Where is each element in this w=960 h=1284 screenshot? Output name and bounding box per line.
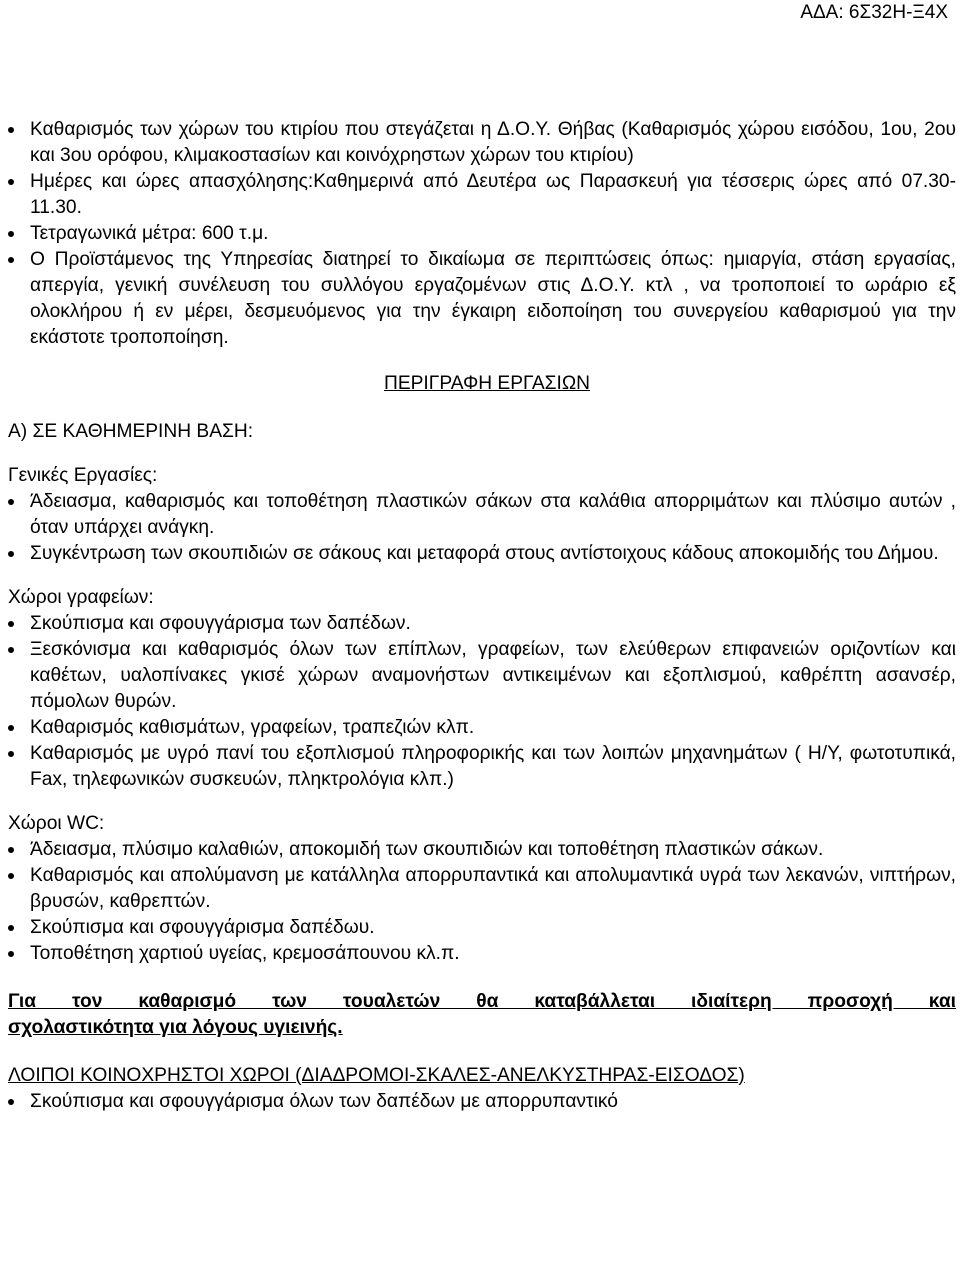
list-item: Καθαρισμός και απολύμανση με κατάλληλα απορρυπαντικά και απολυμαντικά υγρά των λεκανών, νιπτήρων, βρυσών, καθρεπτών. [8, 863, 956, 915]
hygiene-notice [8, 989, 956, 1041]
list-item: Σκούπισμα και σφουγγάρισμα των δαπέδων. [8, 611, 956, 637]
daily-basis-heading: Α) ΣΕ ΚΑΘΗΜΕΡΙΝΗ ΒΑΣΗ: [8, 421, 254, 442]
offices-heading: Χώροι γραφείων: [8, 587, 154, 608]
document-ada-code: ΑΔΑ: 6Σ32Η-Ξ4Χ [800, 2, 948, 23]
list-item: Καθαρισμός με υγρό πανί του εξοπλισμού πληροφορικής και των λοιπών μηχανημάτων ( Η/Υ, φωτοτυπικά, Fax, τηλεφωνικών συσκευών, πληκτρολόγια κλπ.) [8, 741, 956, 793]
common-areas-heading: ΛΟΙΠΟΙ ΚΟΙΝΟΧΡΗΣΤΟΙ ΧΩΡΟΙ (ΔΙΑΔΡΟΜΟΙ-ΣΚΑΛΕΣ-ΑΝΕΛΚΥΣΤΗΡΑΣ-ΕΙΣΟΔΟΣ) [8, 1065, 745, 1086]
general-tasks-heading: Γενικές Εργασίες: [8, 465, 158, 486]
list-item: Ο Προϊστάμενος της Υπηρεσίας διατηρεί το δικαίωμα σε περιπτώσεις όπως: ημιαργία, στάση εργασίας, απεργία, γενική συνέλευση του συλλόγου εργαζομένων στις Δ.Ο.Υ. κτλ , να τροποποιεί το ωράριο εξ ολοκλήρου ή εν μέρει, δεσμευόμενος για την έγκαιρη ειδοποίηση του συνεργείου καθαρισμού για την εκάστοτε τροποποίηση. [8, 247, 956, 351]
list-item: Συγκέντρωση των σκουπιδιών σε σάκους και μεταφορά στους αντίστοιχους κάδους αποκομιδής του Δήμου. [8, 541, 956, 567]
list-item: Ημέρες και ώρες απασχόλησης:Καθημερινά από Δευτέρα ως Παρασκευή για τέσσερις ώρες από 07.30-11.30. [8, 169, 956, 221]
list-item: Τοποθέτηση χαρτιού υγείας, κρεμοσάπουνου κλ.π. [8, 941, 956, 967]
document-body [8, 117, 956, 1115]
wc-list [8, 837, 956, 967]
wc-heading: Χώροι WC: [8, 813, 105, 834]
offices-list [8, 611, 956, 793]
hygiene-notice-line-1: Για τον καθαρισμό των τουαλετών θα καταβάλλεται ιδιαίτερη προσοχή και [8, 991, 956, 1012]
common-areas-list [8, 1089, 956, 1115]
general-tasks-list [8, 489, 956, 567]
list-item: Σκούπισμα και σφουγγάρισμα όλων των δαπέδων με απορρυπαντικό [8, 1089, 956, 1115]
list-item: Τετραγωνικά μέτρα: 600 τ.μ. [8, 221, 956, 247]
section-title: ΠΕΡΙΓΡΑΦΗ ΕΡΓΑΣΙΩΝ [383, 373, 591, 394]
list-item: Καθαρισμός καθισμάτων, γραφείων, τραπεζιών κλπ. [8, 715, 956, 741]
list-item: Καθαρισμός των χώρων του κτιρίου που στεγάζεται η Δ.Ο.Υ. Θήβας (Καθαρισμός χώρου εισόδου, 1ου, 2ου και 3ου ορόφου, κλιμακοστασίων και κοινόχρηστων χώρων του κτιρίου) [8, 117, 956, 169]
list-item: Άδειασμα, πλύσιμο καλαθιών, αποκομιδή των σκουπιδιών και τοποθέτηση πλαστικών σάκων. [8, 837, 956, 863]
list-item: Άδειασμα, καθαρισμός και τοποθέτηση πλαστικών σάκων στα καλάθια απορριμάτων και πλύσιμο αυτών , όταν υπάρχει ανάγκη. [8, 489, 956, 541]
intro-list [8, 117, 956, 351]
list-item: Ξεσκόνισμα και καθαρισμός όλων των επίπλων, γραφείων, των ελεύθερων επιφανειών οριζοντίων και καθέτων, υαλοπίνακες γκισέ χώρων αναμονήστων αντικειμένων και εξοπλισμού, καθρέπτη ασανσέρ, πόμολων θυρών. [8, 637, 956, 715]
hygiene-notice-line-2: σχολαστικότητα για λόγους υγιεινής. [8, 1017, 343, 1038]
list-item: Σκούπισμα και σφουγγάρισμα δαπέδωυ. [8, 915, 956, 941]
